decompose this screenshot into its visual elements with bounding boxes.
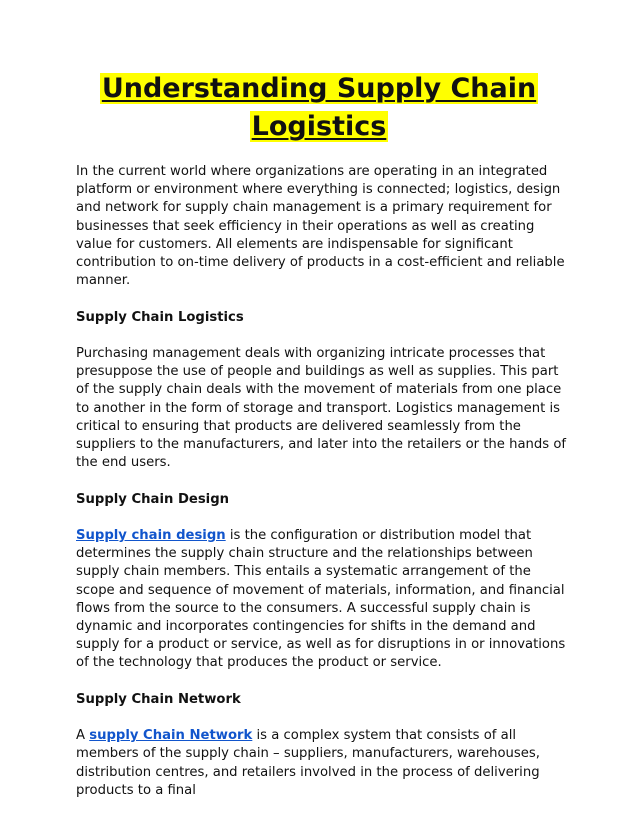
network-paragraph-lead: A	[76, 728, 90, 744]
title-block	[60, 70, 578, 146]
supply-chain-network-link[interactable]: supply Chain Network	[89, 728, 253, 744]
supply-chain-design-link[interactable]: Supply chain design	[76, 528, 226, 543]
design-paragraph	[76, 527, 568, 673]
design-paragraph-text: is the configuration or distribution model that determines the supply chain structure and the relationships between supply chain members. This entails a systematic arrangement of the scope and sequence of movement of materials, information, and financial flows from the source to the consumers. A successful supply chain is dynamic and incorporates contingencies for shifts in the demand and supply for a product or service, as well as for disruptions in or innovations of the technology that produces the product or service.	[76, 528, 566, 671]
network-paragraph-text: is a complex system that consists of all members of the supply chain – suppliers, manufacturers, warehouses, distribution centres, and retailers involved in the process of delivering products to a final	[76, 728, 540, 798]
document-body	[76, 163, 568, 818]
page-title: Understanding Supply Chain Logistics	[101, 73, 537, 142]
logistics-paragraph: Purchasing management deals with organizing intricate processes that presuppose the use of people and buildings as well as supplies. This part of the supply chain deals with the movement of materials from one place to another in the form of storage and transport. Logistics management is critical to ensuring that products are delivered seamlessly from the suppliers to the manufacturers, and later into the retailers or the hands of the end users.	[76, 346, 567, 471]
intro-paragraph: In the current world where organizations are operating in an integrated platform or environment where everything is connected; logistics, design and network for supply chain management is a primary requirement for businesses that seek efficiency in their operations as well as creating value for customers. All elements are indispensable for significant contribution to on-time delivery of products in a cost-efficient and reliable manner.	[76, 164, 565, 289]
section-heading-network: Supply Chain Network	[76, 691, 241, 707]
section-heading-design: Supply Chain Design	[76, 491, 230, 507]
section-heading-logistics: Supply Chain Logistics	[76, 309, 244, 325]
network-paragraph	[76, 727, 568, 800]
